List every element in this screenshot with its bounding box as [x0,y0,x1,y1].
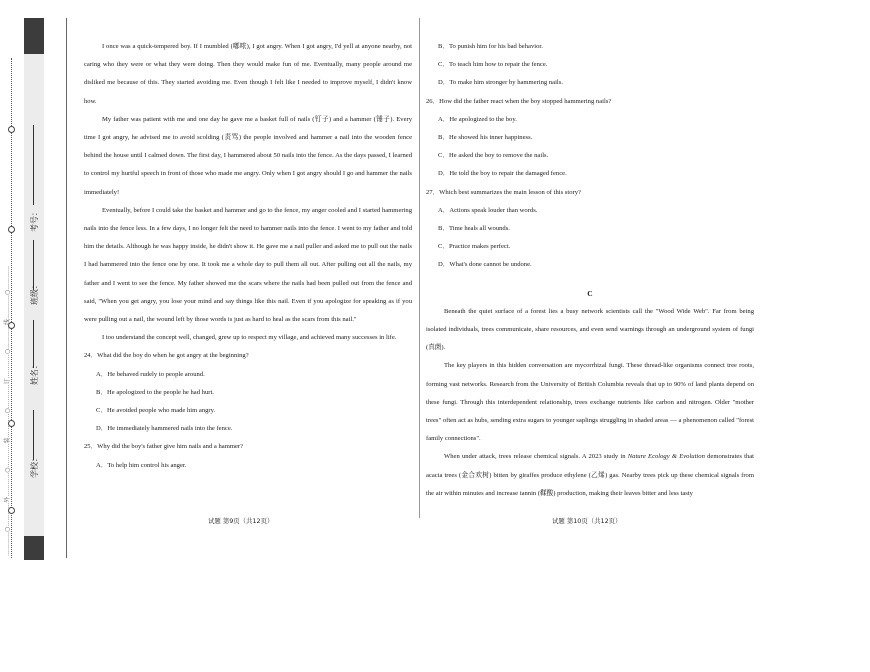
column-divider [419,18,420,518]
option-25-c[interactable]: C．To teach him how to repair the fence. [438,61,548,69]
option-24-a[interactable]: A．He behaved rudely to people around. [96,370,205,378]
binding-dots: …………○…………外…………○…………装…………○…………订…………○…………线…………○………… [4,265,11,556]
school-label: 学校： [30,454,39,478]
option-26-b[interactable]: B．He showed his inner happiness. [438,134,533,142]
number-label: 考号： [30,208,39,232]
option-27-d[interactable]: D．What's done cannot be undone. [438,261,532,269]
option-26-c[interactable]: C．He asked the boy to remove the nails. [438,152,549,160]
number-field-line[interactable] [33,125,34,205]
question-24: 24．What did the boy do when he got angry at the beginning? [84,352,249,360]
name-label: 姓名： [30,361,39,385]
option-26-a[interactable]: A．He apologized to the boy. [438,115,517,123]
passage-paragraph: My father was patient with me and one day he gave me a basket full of nails (钉子) and a hammer (锤子). Every time I got angry, he advised me to avoid scolding (责骂) the people involved and hammer a nail into the wooden fence behind the house until I calmed down. The first day, I hammered about 50 nails into the fence. As the days passed, I learned to control my hurtful speech in front of those who made me angry. Only when I got angry should I go and hammer the nails immediately! [84,115,412,196]
journal-name: Nature Ecology & Evolution [627,453,705,461]
question-27: 27．Which best summarizes the main lesson of this story? [426,188,581,196]
passage-c-paragraph: The key players in this hidden conversation are mycorrhizal fungi. These thread-like organisms connect tree roots, forming vast networks. Research from the University of British Columbia reveals that up to 90% of land plants depend on these fungi. Through this interdependent relationship, trees exchange nutrients like carbon and nitrogen. Older "mother trees" often act as hubs, sending extra sugars to younger saplings struggling in shaded areas — a phenomenon called "forest family connections". [426,362,754,443]
option-27-b[interactable]: B．Time heals all wounds. [438,225,510,233]
option-26-d[interactable]: D．He told the boy to repair the damaged fence. [438,170,567,178]
binding-strip-top [24,18,44,54]
class-field-line[interactable] [33,240,34,290]
option-24-c[interactable]: C．He avoided people who made him angry. [96,407,216,415]
school-field-line[interactable] [33,410,34,460]
page-footer-left: 试题 第9页（共12页） [208,517,274,525]
question-26: 26．How did the father react when the boy stopped hammering nails? [426,97,612,105]
class-label: 班级： [30,281,39,305]
option-27-a[interactable]: A．Actions speak louder than words. [438,206,538,214]
passage-paragraph: I once was a quick-tempered boy. If I mumbled (嘟哝), I got angry. When I got angry, I'd yell at anyone nearby, not caring who they were or what they were doing. Then they would make fun of me. Eventually, many people around me disliked me because of this. They started avoiding me. Even though I felt like I needed to improve myself, I didn't know how. [84,43,412,105]
option-27-c[interactable]: C．Practice makes perfect. [438,243,511,251]
binding-dotted-line [11,58,12,558]
passage-c-paragraph: Beneath the quiet surface of a forest lies a busy network scientists call the "Wood Wide Web". Far from being isolated individuals, trees communicate, share resources, and even send warnings through an underground system of fungi (真菌). [426,307,754,352]
passage-c3-text: When under attack, trees release chemical signals. A 2023 study in [444,453,628,461]
right-column [426,38,754,503]
option-25-b[interactable]: B．To punish him for his bad behavior. [438,43,543,50]
question-25: 25．Why did the boy's father give him nails and a hammer? [84,443,244,451]
passage-c-paragraph [426,448,754,503]
option-24-b[interactable]: B．He apologized to the people he had hurt. [96,388,214,396]
passage-paragraph: I too understand the concept well, changed, grew up to respect my village, and achieved many successes in life. [102,334,397,342]
passage-c3-text: demonstrates that acacia trees (金合欢树) bitten by giraffes produce ethylene (乙烯) gas. Nearby trees pick up these chemical signals from the air within minutes and increase tannin (鞣酸) production, making their leaves bitter and less tasty [426,453,754,497]
binding-border-line [66,18,67,558]
section-heading-c: C [587,288,593,298]
page-footer-right: 试题 第10页（共12页） [552,517,622,525]
passage-paragraph: Eventually, before I could take the basket and hammer and go to the fence, my anger cooled and I started hammering nails into the fence less. In a few days, I no longer felt the need to hammer nails into the fence. I went to my father and told him the details. Although he was happy inside, he didn't show it. He gave me a nail puller and asked me to pull out the nails I had hammered into the fence one by one. It took me a whole day to pull them all out. After pulling out all the nails, my father and I went to see the fence. My father showed me the scars where the nails had been pulled out from the fence and said, "When you get angry, you lose your mind and say things like this nail. Even if you apologize for speaking as if you were pulling out a nail, the wound left by those words is just as hard to heal as the scars from this nail." [84,206,412,324]
name-field-line[interactable] [33,320,34,368]
left-column [84,38,412,475]
option-25-a[interactable]: A．To help him control his anger. [96,461,187,469]
binding-strip-bottom [24,536,44,560]
option-25-d[interactable]: D．To make him stronger by hammering nails. [438,79,563,87]
option-24-d[interactable]: D．He immediately hammered nails into the fence. [96,425,233,433]
